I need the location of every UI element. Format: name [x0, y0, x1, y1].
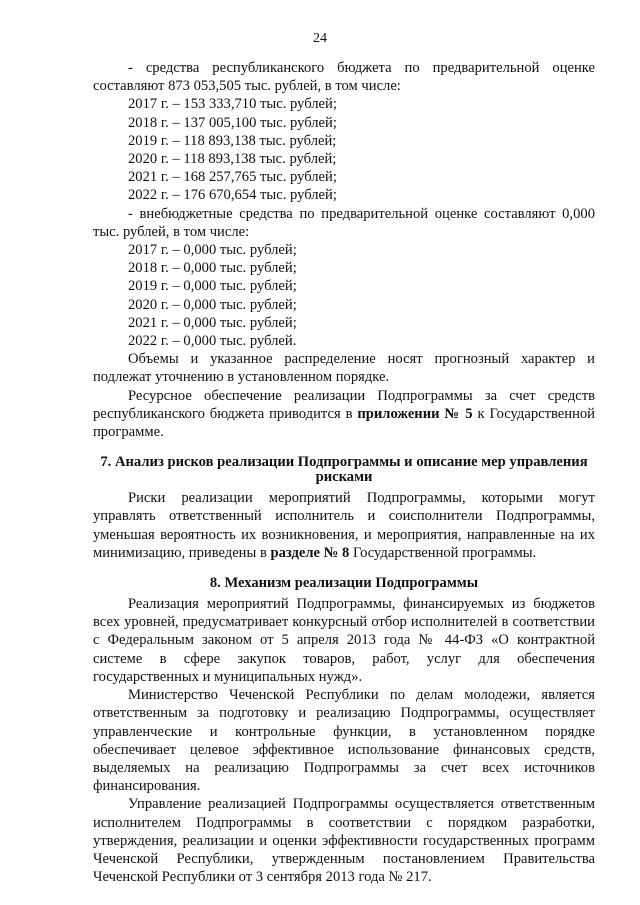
bold-reference: разделе № 8	[270, 544, 350, 561]
paragraph-mechanism-2: Министерство Чеченской Республики по делам молодежи, является ответственным за подготовку и реализацию Подпрограммы, осуществляет управленческие и контрольные функции, в установленном порядке обеспечивает целевое эффективное использование финансовых средств, выделяемых на реализацию Подпрограммы за счет всех источников финансирования.	[93, 687, 595, 795]
extrabudget-years-list	[93, 241, 595, 350]
paragraph-mechanism-3: Управление реализацией Подпрограммы осуществляется ответственным исполнителем Подпрограммы в соответствии с порядком разработки, утверждения, реализации и оценки эффективности государственных программ Чеченской Республики, утвержденным постановлением Правительства Чеченской Республики от 3 сентября 2013 года № 217.	[93, 796, 595, 886]
list-item: 2021 г. – 168 257,765 тыс. рублей;	[128, 169, 337, 186]
document-body	[93, 59, 595, 886]
paragraph-budget-intro: - средства республиканского бюджета по предварительной оценке составляют 873 053,505 тыс. рублей, в том числе:	[93, 60, 595, 95]
list-item: 2018 г. – 0,000 тыс. рублей;	[128, 260, 297, 277]
list-item: 2019 г. – 0,000 тыс. рублей;	[128, 278, 297, 295]
list-item: 2022 г. – 0,000 тыс. рублей.	[128, 333, 297, 350]
list-item: 2020 г. – 0,000 тыс. рублей;	[128, 296, 297, 313]
text-segment: Риски реализации мероприятий Подпрограммы, которыми могут управлять ответственный исполнитель и соисполнители Подпрограммы, уменьшая вероятность их возникновения, и мероприятия, направленные на их минимизацию, приведены в	[93, 490, 595, 561]
budget-years-list	[93, 95, 595, 204]
list-item: 2017 г. – 153 333,710 тыс. рублей;	[128, 96, 337, 113]
list-item: 2021 г. – 0,000 тыс. рублей;	[128, 314, 297, 331]
paragraph-volumes: Объемы и указанное распределение носят прогнозный характер и подлежат уточнению в установленном порядке.	[93, 351, 595, 386]
section-heading-8: 8. Механизм реализации Подпрограммы	[209, 575, 479, 592]
text-segment: Государственной программы.	[349, 544, 537, 561]
list-item: 2019 г. – 118 893,138 тыс. рублей;	[128, 132, 337, 149]
paragraph-risks	[93, 489, 595, 562]
section-heading-7: 7. Анализ рисков реализации Подпрограммы и описание мер управления рисками	[100, 454, 588, 486]
text-segment: к Государственной программе.	[93, 405, 595, 441]
paragraph-resource	[93, 387, 595, 442]
paragraph-extrabudget-intro: - внебюджетные средства по предварительной оценке составляют 0,000 тыс. рублей, в том числе:	[93, 205, 595, 240]
page-number: 24	[313, 31, 327, 46]
paragraph-mechanism-1: Реализация мероприятий Подпрограммы, финансируемых из бюджетов всех уровней, предусматривает конкурсный отбор исполнителей в соответствии с Федеральным законом от 5 апреля 2013 года № 44-ФЗ «О контрактной системе в сфере закупок товаров, работ, услуг для обеспечения государственных и муниципальных нужд».	[93, 596, 595, 685]
list-item: 2018 г. – 137 005,100 тыс. рублей;	[128, 114, 337, 131]
list-item: 2020 г. – 118 893,138 тыс. рублей;	[128, 151, 337, 168]
bold-reference: приложении № 5	[357, 405, 473, 422]
list-item: 2022 г. – 176 670,654 тыс. рублей;	[128, 187, 337, 204]
text-segment: Ресурсное обеспечение реализации Подпрограммы за счет средств республиканского бюджета приводится в	[93, 387, 595, 422]
list-item: 2017 г. – 0,000 тыс. рублей;	[128, 242, 297, 259]
